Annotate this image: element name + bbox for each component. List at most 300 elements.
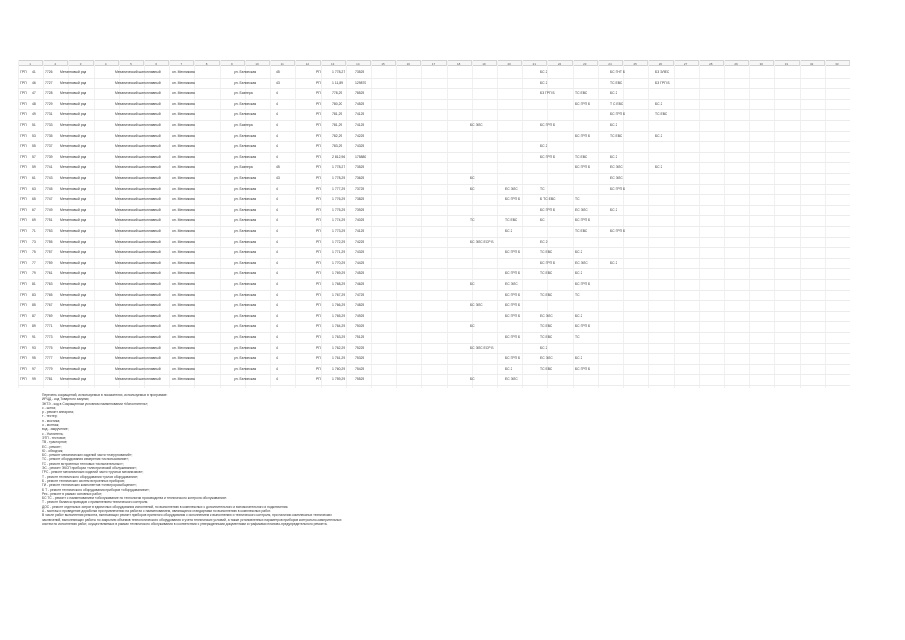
table-cell[interactable]: оп. Мехникова bbox=[172, 282, 195, 286]
table-cell[interactable]: 74125 bbox=[355, 123, 365, 127]
table-cell[interactable]: 75425 bbox=[355, 366, 365, 371]
table-cell[interactable]: ГРП bbox=[20, 197, 27, 202]
table-cell[interactable]: Механический шиноплавный bbox=[115, 144, 161, 149]
table-cell[interactable]: Метанновый ряд bbox=[60, 112, 87, 117]
table-cell[interactable]: Метанновый ряд bbox=[60, 239, 87, 244]
table-cell[interactable]: 781,29 bbox=[332, 123, 343, 127]
table-cell[interactable]: Механический шиноплавный bbox=[115, 313, 161, 318]
table-cell[interactable]: Метанновый ряд bbox=[60, 335, 87, 339]
table-cell[interactable]: ГРП bbox=[20, 207, 27, 212]
table-cell[interactable]: ул. Белинская bbox=[234, 335, 257, 339]
table-cell[interactable]: ул. Белинская bbox=[234, 144, 257, 149]
table-cell[interactable]: ул. Белинская bbox=[234, 239, 257, 244]
table-cell[interactable]: Механический шиноплавный bbox=[115, 154, 161, 159]
table-cell[interactable]: 73525 bbox=[355, 70, 365, 74]
table-cell[interactable]: оп. Мехникова bbox=[172, 186, 195, 191]
table-cell[interactable]: ТС ЕВС bbox=[540, 292, 553, 297]
table-cell[interactable]: ТС ЕВС bbox=[540, 366, 553, 371]
table-cell[interactable]: ЕС ЭЛС bbox=[610, 176, 623, 180]
table-cell[interactable]: 83 bbox=[32, 292, 36, 297]
column-header[interactable]: 18 bbox=[447, 60, 472, 66]
table-cell[interactable]: ул. Белинская bbox=[234, 260, 257, 265]
table-cell[interactable]: БС 2 bbox=[540, 80, 548, 85]
table-cell[interactable]: Механический шиноплавный bbox=[115, 335, 161, 339]
table-cell[interactable]: 7767 bbox=[45, 303, 53, 308]
table-cell[interactable]: 87 bbox=[32, 313, 36, 318]
table-cell[interactable]: РП bbox=[316, 133, 321, 138]
table-cell[interactable]: БС ГРП Б bbox=[505, 313, 521, 318]
table-cell[interactable]: РП bbox=[316, 218, 321, 223]
table-cell[interactable]: Механический шиноплавный bbox=[115, 366, 161, 371]
table-cell[interactable]: БС ГРП Б bbox=[575, 165, 591, 170]
table-cell[interactable]: БС ГРП Б bbox=[505, 250, 521, 255]
table-cell[interactable]: ТС ЕВС bbox=[655, 112, 668, 117]
table-cell[interactable]: 1 761,29 bbox=[332, 356, 346, 361]
table-cell[interactable]: 55 bbox=[32, 144, 36, 149]
table-cell[interactable]: БС ГНТ Б bbox=[610, 70, 626, 74]
table-cell[interactable]: ул. Белинская bbox=[234, 101, 257, 106]
table-cell[interactable]: 75025 bbox=[355, 324, 365, 329]
column-header[interactable]: 27 bbox=[674, 60, 699, 66]
table-cell[interactable]: оп. Мехникова bbox=[172, 133, 195, 138]
column-header[interactable]: 4 bbox=[94, 60, 119, 66]
column-header[interactable]: 6 bbox=[144, 60, 169, 66]
table-cell[interactable]: Метанновый ряд bbox=[60, 154, 87, 159]
table-cell[interactable]: РП bbox=[316, 154, 321, 159]
table-cell[interactable]: БС bbox=[470, 282, 475, 286]
table-cell[interactable]: 175880 bbox=[355, 154, 367, 159]
table-cell[interactable]: БС bbox=[470, 324, 475, 329]
table-cell[interactable]: ТС bbox=[540, 186, 545, 191]
table-cell[interactable]: РП bbox=[316, 377, 321, 382]
table-cell[interactable]: 1 765,29 bbox=[332, 313, 346, 318]
table-cell[interactable]: БС ЭЛС bbox=[470, 303, 483, 308]
table-cell[interactable]: РП bbox=[316, 123, 321, 127]
table-cell[interactable]: ул. Белинская bbox=[234, 70, 257, 74]
table-cell[interactable]: Т С ЕВС bbox=[610, 101, 624, 106]
column-header[interactable]: 20 bbox=[497, 60, 522, 66]
table-cell[interactable]: 4 bbox=[276, 207, 278, 212]
table-cell[interactable]: 4 bbox=[276, 133, 278, 138]
table-cell[interactable]: БС ГРП Б bbox=[505, 303, 521, 308]
table-cell[interactable]: 4 bbox=[276, 366, 278, 371]
table-cell[interactable]: БС 2 bbox=[575, 250, 583, 255]
table-cell[interactable]: РП bbox=[316, 112, 321, 117]
table-cell[interactable]: 75525 bbox=[355, 377, 365, 382]
table-cell[interactable]: 1 776,29 bbox=[332, 197, 346, 202]
table-cell[interactable]: Б3 ГРП Б bbox=[540, 91, 555, 96]
table-cell[interactable]: Механический шиноплавный bbox=[115, 292, 161, 297]
table-cell[interactable]: 1 770,29 bbox=[332, 260, 346, 265]
table-cell[interactable]: 7726 bbox=[45, 70, 53, 74]
table-cell[interactable]: 782,29 bbox=[332, 133, 343, 138]
table-cell[interactable]: БС 2 bbox=[655, 101, 663, 106]
table-cell[interactable]: РП bbox=[316, 91, 321, 96]
table-cell[interactable]: 7769 bbox=[45, 313, 53, 318]
table-cell[interactable]: БС 2 bbox=[610, 123, 618, 127]
table-cell[interactable]: 1 778,27 bbox=[332, 70, 346, 74]
table-cell[interactable]: ул. Белинская bbox=[234, 197, 257, 202]
table-cell[interactable]: ТС bbox=[470, 218, 475, 223]
table-cell[interactable]: БС ГРП Б bbox=[540, 207, 556, 212]
table-cell[interactable]: ГРП bbox=[20, 144, 27, 149]
table-cell[interactable]: Механический шиноплавный bbox=[115, 250, 161, 255]
table-cell[interactable]: 1 759,29 bbox=[332, 377, 346, 382]
table-cell[interactable]: РП bbox=[316, 250, 321, 255]
table-cell[interactable]: оп. Мехникова bbox=[172, 165, 195, 170]
table-cell[interactable]: РП bbox=[316, 292, 321, 297]
table-cell[interactable]: 74225 bbox=[355, 133, 365, 138]
table-cell[interactable]: 783,29 bbox=[332, 144, 343, 149]
table-cell[interactable]: 95 bbox=[32, 356, 36, 361]
table-cell[interactable]: РП bbox=[316, 303, 321, 308]
table-cell[interactable]: БС 2 bbox=[655, 133, 663, 138]
table-cell[interactable]: ул. Белинская bbox=[234, 313, 257, 318]
table-cell[interactable]: БС ГРП Б bbox=[540, 154, 556, 159]
table-cell[interactable]: 74025 bbox=[355, 218, 365, 223]
table-cell[interactable]: 53 bbox=[32, 133, 36, 138]
table-cell[interactable]: оп. Мехникова bbox=[172, 366, 195, 371]
table-cell[interactable]: БС ГРП Б bbox=[575, 324, 591, 329]
table-cell[interactable]: 74725 bbox=[355, 292, 365, 297]
table-cell[interactable]: оп. Мехникова bbox=[172, 271, 195, 276]
table-cell[interactable]: оп. Мехникова bbox=[172, 345, 195, 350]
table-cell[interactable]: Механический шиноплавный bbox=[115, 303, 161, 308]
table-cell[interactable]: РП bbox=[316, 165, 321, 170]
table-cell[interactable]: 4 bbox=[276, 271, 278, 276]
column-header[interactable]: 28 bbox=[699, 60, 724, 66]
table-cell[interactable]: 7761 bbox=[45, 271, 53, 276]
table-cell[interactable]: РП bbox=[316, 335, 321, 339]
table-cell[interactable]: 47 bbox=[32, 91, 36, 96]
table-cell[interactable]: БС 2 bbox=[540, 345, 548, 350]
table-cell[interactable]: 43 bbox=[276, 176, 280, 180]
table-cell[interactable]: 4 bbox=[276, 123, 278, 127]
table-cell[interactable]: 4 bbox=[276, 197, 278, 202]
table-cell[interactable]: 46 bbox=[32, 80, 36, 85]
table-cell[interactable]: 73825 bbox=[355, 197, 365, 202]
table-cell[interactable]: Механический шиноплавный bbox=[115, 229, 161, 233]
table-cell[interactable]: БС ГРП Б bbox=[540, 260, 556, 265]
table-cell[interactable]: ТС ЕВС bbox=[575, 229, 588, 233]
table-cell[interactable]: 778,29 bbox=[332, 91, 343, 96]
table-cell[interactable]: 4 bbox=[276, 101, 278, 106]
table-cell[interactable]: РП bbox=[316, 101, 321, 106]
table-cell[interactable]: ГРП bbox=[20, 239, 27, 244]
table-cell[interactable]: ЕС ЭЛС bbox=[505, 377, 518, 382]
table-cell[interactable]: 61 bbox=[32, 176, 36, 180]
table-cell[interactable]: 1 762,29 bbox=[332, 345, 346, 350]
table-cell[interactable]: 7753 bbox=[45, 229, 53, 233]
table-cell[interactable]: 1 775,29 bbox=[332, 207, 346, 212]
table-cell[interactable]: 4 bbox=[276, 313, 278, 318]
column-header[interactable]: 21 bbox=[522, 60, 547, 66]
table-cell[interactable]: РП bbox=[316, 80, 321, 85]
table-cell[interactable]: РП bbox=[316, 70, 321, 74]
table-cell[interactable]: 73625 bbox=[355, 176, 365, 180]
table-cell[interactable]: БС ГРП Б bbox=[505, 197, 521, 202]
table-cell[interactable]: Метанновый ряд bbox=[60, 133, 87, 138]
table-cell[interactable]: Метанновый ряд bbox=[60, 176, 87, 180]
table-cell[interactable]: РП bbox=[316, 324, 321, 329]
table-cell[interactable]: оп. Мехникова bbox=[172, 324, 195, 329]
table-cell[interactable]: 4 bbox=[276, 186, 278, 191]
table-cell[interactable]: ГРП bbox=[20, 186, 27, 191]
table-cell[interactable]: 1 767,29 bbox=[332, 292, 346, 297]
table-cell[interactable]: Метанновый ряд bbox=[60, 356, 87, 361]
table-cell[interactable]: 7745 bbox=[45, 186, 53, 191]
column-header[interactable]: 2 bbox=[43, 60, 68, 66]
table-cell[interactable]: Механический шиноплавный bbox=[115, 186, 161, 191]
table-cell[interactable]: 77 bbox=[32, 260, 36, 265]
table-cell[interactable]: 4 bbox=[276, 260, 278, 265]
table-cell[interactable]: Метанновый ряд bbox=[60, 207, 87, 212]
table-cell[interactable]: ГРП bbox=[20, 313, 27, 318]
table-cell[interactable]: 1 774,29 bbox=[332, 218, 346, 223]
column-header[interactable]: 5 bbox=[119, 60, 144, 66]
table-cell[interactable]: 4 bbox=[276, 229, 278, 233]
table-cell[interactable]: ГРП bbox=[20, 123, 27, 127]
table-cell[interactable]: БС bbox=[470, 186, 475, 191]
table-cell[interactable]: 4 bbox=[276, 335, 278, 339]
table-cell[interactable]: ул. Белинская bbox=[234, 356, 257, 361]
table-cell[interactable]: 63 bbox=[32, 186, 36, 191]
table-cell[interactable]: 4 bbox=[276, 91, 278, 96]
table-cell[interactable]: ул. Белинская bbox=[234, 176, 257, 180]
table-cell[interactable]: БС ГРП Б bbox=[505, 292, 521, 297]
table-cell[interactable]: ГРП bbox=[20, 91, 27, 96]
table-cell[interactable]: БС 2 bbox=[505, 229, 513, 233]
table-cell[interactable]: ул. Белинская bbox=[234, 229, 257, 233]
table-cell[interactable]: ул. Бизнера bbox=[234, 91, 253, 96]
column-header[interactable]: 16 bbox=[396, 60, 421, 66]
table-cell[interactable]: 85 bbox=[32, 303, 36, 308]
column-header[interactable]: 15 bbox=[371, 60, 396, 66]
column-header[interactable]: 29 bbox=[724, 60, 749, 66]
table-cell[interactable]: ул. Белинская bbox=[234, 303, 257, 308]
table-cell[interactable]: 73 bbox=[32, 239, 36, 244]
table-cell[interactable]: Механический шиноплавный bbox=[115, 197, 161, 202]
table-cell[interactable]: Механический шиноплавный bbox=[115, 377, 161, 382]
table-cell[interactable]: оп. Мехникова bbox=[172, 70, 195, 74]
table-cell[interactable]: 4 bbox=[276, 282, 278, 286]
table-cell[interactable]: оп. Мехникова bbox=[172, 377, 195, 382]
table-cell[interactable]: РП bbox=[316, 356, 321, 361]
table-cell[interactable]: ТС ЕВС bbox=[575, 91, 588, 96]
table-cell[interactable]: ЕС 2 bbox=[540, 239, 548, 244]
table-cell[interactable]: 75 bbox=[32, 250, 36, 255]
table-cell[interactable]: БС 2 bbox=[610, 91, 618, 96]
table-cell[interactable]: ГРП bbox=[20, 101, 27, 106]
table-cell[interactable]: 1 760,29 bbox=[332, 366, 346, 371]
table-cell[interactable]: Метанновый ряд bbox=[60, 197, 87, 202]
table-cell[interactable]: 97 bbox=[32, 366, 36, 371]
table-cell[interactable]: Механический шиноплавный bbox=[115, 271, 161, 276]
table-cell[interactable]: оп. Мехникова bbox=[172, 292, 195, 297]
table-cell[interactable]: 74325 bbox=[355, 144, 365, 149]
table-cell[interactable]: оп. Мехникова bbox=[172, 356, 195, 361]
table-cell[interactable]: ТС ЕВС bbox=[540, 324, 553, 329]
table-cell[interactable]: Механический шиноплавный bbox=[115, 165, 161, 170]
table-cell[interactable]: 99 bbox=[32, 377, 36, 382]
table-cell[interactable]: оп. Мехникова bbox=[172, 80, 195, 85]
table-cell[interactable]: оп. Мехникова bbox=[172, 197, 195, 202]
table-cell[interactable]: БС 2 bbox=[540, 144, 548, 149]
table-cell[interactable]: ул. Белинская bbox=[234, 207, 257, 212]
table-cell[interactable]: ГРП bbox=[20, 292, 27, 297]
column-header[interactable]: 22 bbox=[547, 60, 572, 66]
table-cell[interactable]: ГРП bbox=[20, 345, 27, 350]
column-header[interactable]: 24 bbox=[598, 60, 623, 66]
table-cell[interactable]: 1 763,29 bbox=[332, 335, 346, 339]
table-cell[interactable]: 7731 bbox=[45, 112, 53, 117]
table-cell[interactable]: 4 bbox=[276, 377, 278, 382]
table-cell[interactable]: 7737 bbox=[45, 144, 53, 149]
table-cell[interactable]: РП bbox=[316, 229, 321, 233]
table-cell[interactable]: 49 bbox=[32, 112, 36, 117]
table-cell[interactable]: 7728 bbox=[45, 91, 53, 96]
table-cell[interactable]: 74125 bbox=[355, 112, 365, 117]
table-cell[interactable]: РП bbox=[316, 282, 321, 286]
table-cell[interactable]: ул. Белинская bbox=[234, 154, 257, 159]
table-cell[interactable]: 43 bbox=[276, 80, 280, 85]
table-cell[interactable]: РП bbox=[316, 260, 321, 265]
table-cell[interactable]: Механический шиноплавный bbox=[115, 80, 161, 85]
table-cell[interactable]: 45 bbox=[276, 165, 280, 170]
table-cell[interactable]: 7771 bbox=[45, 324, 53, 329]
table-cell[interactable]: оп. Мехникова bbox=[172, 239, 195, 244]
table-cell[interactable]: РП bbox=[316, 176, 321, 180]
table-cell[interactable]: 73725 bbox=[355, 186, 365, 191]
table-cell[interactable]: Механический шиноплавный bbox=[115, 101, 161, 106]
table-cell[interactable]: 1 766,29 bbox=[332, 303, 346, 308]
table-cell[interactable]: Метанновый ряд bbox=[60, 345, 87, 350]
column-header[interactable]: 19 bbox=[472, 60, 497, 66]
table-cell[interactable]: ул. Белинская bbox=[234, 282, 257, 286]
table-cell[interactable]: ТС ЕВС bbox=[610, 133, 623, 138]
table-cell[interactable]: ул. Белинская bbox=[234, 271, 257, 276]
table-cell[interactable]: ГРП bbox=[20, 154, 27, 159]
table-cell[interactable]: БС ГРП Б bbox=[505, 271, 521, 276]
table-cell[interactable]: Метанновый ряд bbox=[60, 313, 87, 318]
table-cell[interactable]: БС ГРП Б bbox=[610, 229, 626, 233]
table-cell[interactable]: ГРП bbox=[20, 303, 27, 308]
table-cell[interactable]: оп. Мехникова bbox=[172, 250, 195, 255]
column-header[interactable]: 3 bbox=[68, 60, 93, 66]
table-cell[interactable]: БС ГРП Б bbox=[575, 133, 591, 138]
table-cell[interactable]: 67 bbox=[32, 207, 36, 212]
table-cell[interactable]: Метанновый ряд bbox=[60, 165, 87, 170]
table-cell[interactable]: 7757 bbox=[45, 250, 53, 255]
table-cell[interactable]: ЕС ЭЛС bbox=[505, 282, 518, 286]
table-cell[interactable]: оп. Мехникова bbox=[172, 207, 195, 212]
table-cell[interactable]: 81 bbox=[32, 282, 36, 286]
table-cell[interactable]: ГРП bbox=[20, 282, 27, 286]
table-cell[interactable]: РП bbox=[316, 239, 321, 244]
column-header[interactable]: 25 bbox=[623, 60, 648, 66]
column-header[interactable]: 26 bbox=[648, 60, 673, 66]
table-cell[interactable]: БС ЭЛС ЕСР Б bbox=[470, 239, 494, 244]
table-cell[interactable]: Механический шиноплавный bbox=[115, 91, 161, 96]
table-cell[interactable]: 780,20 bbox=[332, 101, 343, 106]
table-cell[interactable]: ул. Белинская bbox=[234, 345, 257, 350]
table-cell[interactable]: БС bbox=[470, 377, 475, 382]
table-cell[interactable]: оп. Мехникова bbox=[172, 260, 195, 265]
table-cell[interactable]: 7749 bbox=[45, 207, 53, 212]
table-cell[interactable]: 7741 bbox=[45, 165, 53, 170]
table-cell[interactable]: 41 bbox=[32, 70, 36, 74]
table-cell[interactable]: Механический шиноплавный bbox=[115, 112, 161, 117]
table-cell[interactable]: 74325 bbox=[355, 250, 365, 255]
table-cell[interactable]: Механический шиноплавный bbox=[115, 70, 161, 74]
table-cell[interactable]: 75225 bbox=[355, 345, 365, 350]
table-cell[interactable]: оп. Мехникова bbox=[172, 112, 195, 117]
table-cell[interactable]: 1 771,29 bbox=[332, 250, 346, 255]
table-cell[interactable]: 51 bbox=[32, 123, 36, 127]
table-cell[interactable]: оп. Мехникова bbox=[172, 229, 195, 233]
column-header[interactable]: 9 bbox=[220, 60, 245, 66]
column-header[interactable]: 23 bbox=[573, 60, 598, 66]
table-cell[interactable]: Механический шиноплавный bbox=[115, 176, 161, 180]
table-cell[interactable]: 74925 bbox=[355, 313, 365, 318]
table-cell[interactable]: 4 bbox=[276, 303, 278, 308]
table-cell[interactable]: Метанновый ряд bbox=[60, 250, 87, 255]
table-cell[interactable]: 7739 bbox=[45, 154, 53, 159]
table-cell[interactable]: 1 772,29 bbox=[332, 239, 346, 244]
table-cell[interactable]: 59 bbox=[32, 165, 36, 170]
table-cell[interactable]: 7735 bbox=[45, 133, 53, 138]
table-cell[interactable]: ГРП bbox=[20, 218, 27, 223]
table-cell[interactable]: 74625 bbox=[355, 282, 365, 286]
table-cell[interactable]: Метанновый ряд bbox=[60, 303, 87, 308]
table-cell[interactable]: 74225 bbox=[355, 239, 365, 244]
table-cell[interactable]: оп. Мехникова bbox=[172, 101, 195, 106]
column-header[interactable]: 7 bbox=[169, 60, 194, 66]
table-cell[interactable]: Метанновый ряд bbox=[60, 271, 87, 276]
table-cell[interactable]: 7733 bbox=[45, 123, 53, 127]
table-cell[interactable]: ул. Белинская bbox=[234, 218, 257, 223]
table-cell[interactable]: ул. Бизнера bbox=[234, 165, 253, 170]
table-cell[interactable]: Метанновый ряд bbox=[60, 324, 87, 329]
table-cell[interactable]: ГРП bbox=[20, 176, 27, 180]
table-cell[interactable]: оп. Мехникова bbox=[172, 144, 195, 149]
table-cell[interactable]: 57 bbox=[32, 154, 36, 159]
table-cell[interactable]: 73925 bbox=[355, 207, 365, 212]
table-cell[interactable]: 7773 bbox=[45, 335, 53, 339]
table-cell[interactable]: ГРП bbox=[20, 366, 27, 371]
table-cell[interactable]: 91 bbox=[32, 335, 36, 339]
table-cell[interactable]: 4 bbox=[276, 112, 278, 117]
table-cell[interactable]: 4 bbox=[276, 324, 278, 329]
table-cell[interactable]: 4 bbox=[276, 218, 278, 223]
table-cell[interactable]: Метанновый ряд bbox=[60, 123, 87, 127]
table-cell[interactable]: 93 bbox=[32, 345, 36, 350]
table-cell[interactable]: 7763 bbox=[45, 282, 53, 286]
table-cell[interactable]: ГРП bbox=[20, 112, 27, 117]
column-header[interactable]: 17 bbox=[421, 60, 446, 66]
table-cell[interactable]: Метанновый ряд bbox=[60, 101, 87, 106]
column-header[interactable]: 30 bbox=[749, 60, 774, 66]
table-cell[interactable]: Метанновый ряд bbox=[60, 218, 87, 223]
table-cell[interactable]: Механический шиноплавный bbox=[115, 218, 161, 223]
table-cell[interactable]: 1 768,29 bbox=[332, 282, 346, 286]
table-cell[interactable]: Метанновый ряд bbox=[60, 144, 87, 149]
table-cell[interactable]: 1 778,29 bbox=[332, 176, 346, 180]
table-cell[interactable]: 7759 bbox=[45, 260, 53, 265]
table-cell[interactable]: ТС ЕВС bbox=[540, 335, 553, 339]
table-cell[interactable]: 7781 bbox=[45, 377, 53, 382]
table-cell[interactable]: Метанновый ряд bbox=[60, 91, 87, 96]
